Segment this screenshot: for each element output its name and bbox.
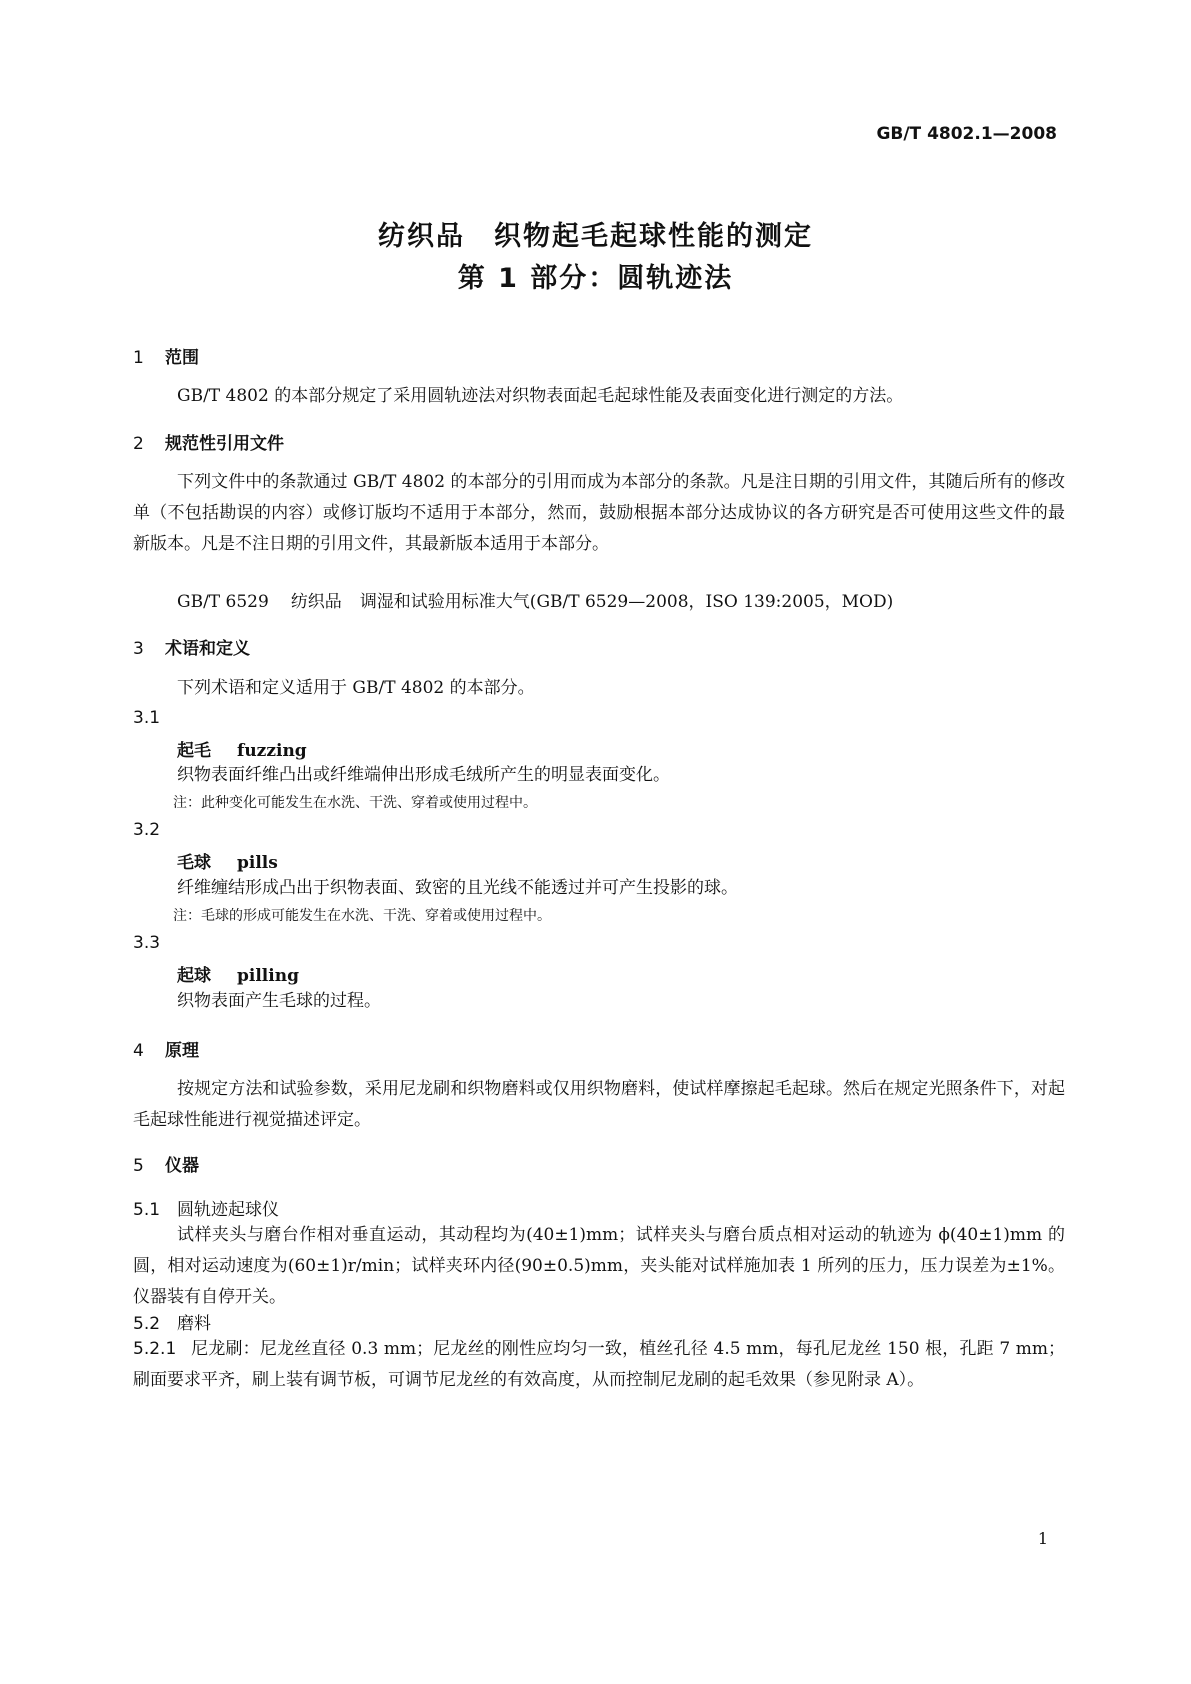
clause-number: 5.2.1 [133,1339,177,1359]
term-heading [177,848,278,873]
section-3-heading [133,634,250,659]
term-heading [177,961,299,986]
term-heading [177,736,307,761]
term-note: 注：此种变化可能发生在水洗、干洗、穿着或使用过程中。 [173,795,537,811]
section-title: 原理 [165,1041,199,1061]
term-cn: 毛球 [177,853,211,873]
term-definition: 织物表面产生毛球的过程。 [177,991,381,1011]
section-4-heading [133,1036,199,1061]
term-cn: 起毛 [177,741,211,761]
section-title: 仪器 [165,1156,199,1176]
term-number: 3.3 [133,933,161,953]
section-number: 5 [133,1156,144,1176]
term-cn: 起球 [177,966,211,986]
subsection-5-1-text: 试样夹头与磨台作相对垂直运动，其动程均为(40±1)mm；试样夹头与磨台质点相对运动的轨迹为 ϕ(40±1)mm 的圆，相对运动速度为(60±1)r/min；试样夹环内径(90±0.5)mm，夹头能对试样施加表 1 所列的压力，压力误差为±1%。仪器装有自停开关。 [133,1225,1065,1307]
subsection-5-2-heading [133,1309,211,1334]
section-1-heading [133,343,199,368]
reference-name: 纺织品 [290,592,342,612]
section-4-text: 按规定方法和试验参数，采用尼龙刷和织物磨料或仅用织物磨料，使试样摩擦起毛起球。然后在规定光照条件下，对起毛起球性能进行视觉描述评定。 [133,1079,1065,1130]
term-en: pills [237,853,278,873]
section-title: 范围 [165,348,199,368]
term-definition: 织物表面纤维凸出或纤维端伸出形成毛绒所产生的明显表面变化。 [177,765,670,785]
section-1-text: GB/T 4802 的本部分规定了采用圆轨迹法对织物表面起毛起球性能及表面变化进行测定的方法。 [177,386,904,406]
section-number: 4 [133,1041,144,1061]
subsection-number: 5.1 [133,1200,161,1220]
term-en: pilling [237,966,299,986]
section-title: 规范性引用文件 [165,434,284,454]
page-number: 1 [1037,1529,1048,1548]
section-2-text: 下列文件中的条款通过 GB/T 4802 的本部分的引用而成为本部分的条款。凡是注日期的引用文件，其随后所有的修改单（不包括勘误的内容）或修订版均不适用于本部分，然而，鼓励根据本部分达成协议的各方研究是否可使用这些文件的最新版本。凡是不注日期的引用文件，其最新版本适用于本部分。 [133,472,1065,554]
section-2-heading [133,429,284,454]
subsection-number: 5.2 [133,1314,161,1334]
term-note: 注：毛球的形成可能发生在水洗、干洗、穿着或使用过程中。 [173,908,551,924]
section-number: 1 [133,348,144,368]
standard-code-header: GB/T 4802.1—2008 [876,124,1057,144]
subsection-title: 圆轨迹起球仪 [177,1200,279,1220]
section-number: 2 [133,434,144,454]
section-3-intro: 下列术语和定义适用于 GB/T 4802 的本部分。 [177,678,535,698]
reference-title: 调湿和试验用标准大气(GB/T 6529—2008，ISO 139:2005，MOD) [359,592,894,612]
subsection-title: 磨料 [177,1314,211,1334]
subsection-5-1-heading [133,1195,279,1220]
normative-reference [177,587,893,618]
clause-text: 尼龙刷：尼龙丝直径 0.3 mm；尼龙丝的刚性应均匀一致，植丝孔径 4.5 mm，每孔尼龙丝 150 根，孔距 7 mm；刷面要求平齐，刷上装有调节板，可调节尼龙丝的有效高度，从而控制尼龙刷的起毛效果（参见附录 A）。 [133,1339,1065,1390]
section-number: 3 [133,639,144,659]
term-number: 3.1 [133,708,161,728]
section-5-heading [133,1151,199,1176]
term-en: fuzzing [237,741,307,761]
term-number: 3.2 [133,820,161,840]
reference-code: GB/T 6529 [177,592,269,612]
section-title: 术语和定义 [165,639,250,659]
sub-title: 第 1 部分：圆轨迹法 [457,263,734,294]
subsection-5-2-1 [133,1334,1065,1396]
term-definition: 纤维缠结形成凸出于织物表面、致密的且光线不能透过并可产生投影的球。 [177,878,738,898]
main-title: 纺织品 织物起毛起球性能的测定 [378,221,813,252]
